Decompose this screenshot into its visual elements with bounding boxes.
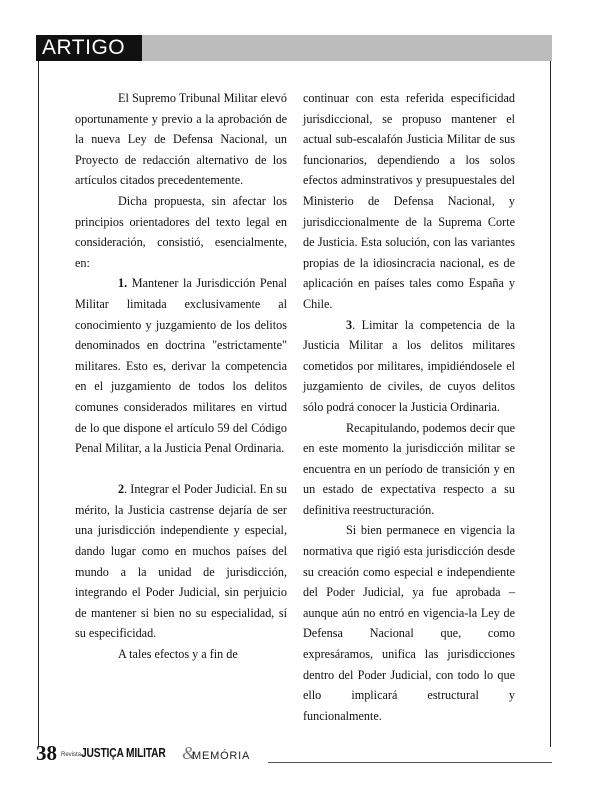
paragraph: Si bien permanece en vigencia la normativa que rigió esta jurisdicción desde su creación como especial e independiente del Poder Judicial, ya fue aprobada – aunque aún no entró en vigencia-la Ley de Defensa Nacional que, como expresáramos, unifica las jurisdicciones dentro del Poder Judicial, con todo lo que ello implicará estructural y funcionalmente. [303,523,515,723]
item-text: . Integrar el Poder Judicial. En su mérito, la Justicia castrense dejaría de ser una jurisdicción independiente y especial, dando lugar como en muchos países del mundo a la unidad de jurisdicción, integrando el Poder Judicial, sin perjuicio de mantener si bien no su especialidad, sí su especificidad. [75,482,287,641]
numbered-paragraph [303,315,515,418]
item-number: 1. [118,276,128,291]
footer-rule [268,762,552,763]
paragraph: A tales efectos y a fin de [118,647,238,662]
paragraph: El Supremo Tribunal Militar elevó oportunamente y previo a la aprobación de la nueva Ley de Defensa Nacional, un Proyecto de redacción alternativo de los artículos citados precedentemente. [75,91,287,188]
frame-right-border [550,61,551,747]
revista-label: Revista [61,752,82,758]
magazine-subtitle: MEMÓRIA [192,750,251,762]
paragraph: continuar con esta referida especificidad jurisdiccional, se propuso mantener el actual sub-escalafón Justicia Militar de sus funcionarios, dependiendo a los solos efectos adminstrativos y presupuestales del Ministerio de Defensa Nacional, y jurisdiccionalmente de la Suprema Corte de Justicia. Esta solución, con las variantes propias de la idiosincracia nacional, es de aplicación en países tales como España y Chile. [303,91,515,311]
magazine-title: JUSTIÇA MILITAR [81,746,166,760]
page-footer [36,741,552,765]
item-number: 3 [346,317,353,332]
numbered-paragraph [75,479,287,644]
article-column-right [303,88,515,726]
item-text: Mantener la Jurisdicción Penal Militar limitada exclusivamente al conocimiento y juzgamiento de los delitos denominados en doctrina "estrictamente" militares. Esto es, derivar la competencia en el juzgamiento de todos los delitos comunes considerados militares en virtud de lo que dispone el artículo 59 del Código Penal Militar, a la Justicia Penal Ordinaria. [75,276,287,456]
frame-left-border [38,61,39,747]
item-number: 2 [118,482,125,497]
page-number: 38 [36,741,57,765]
item-text: . Limitar la competencia de la Justicia Militar a los delitos militares cometidos por militares, impidiéndosele el juzgamiento de civiles, de cuyos delitos sólo podrá conocer la Justicia Ordinaria. [303,317,515,414]
paragraph: Recapitulando, podemos decir que en este momento la jurisdicción militar se encuentra en un período de transición y en un estado de expectativa respecto a su definitiva reestructuración. [303,420,515,517]
paragraph: Dicha propuesta, sin afectar los principios orientadores del texto legal en consideración, consistió, esencialmente, en: [75,193,287,270]
article-column-left [75,88,287,665]
section-label: ARTIGO [36,35,142,61]
numbered-paragraph [75,273,287,458]
ampersand-mark: & [182,743,197,763]
